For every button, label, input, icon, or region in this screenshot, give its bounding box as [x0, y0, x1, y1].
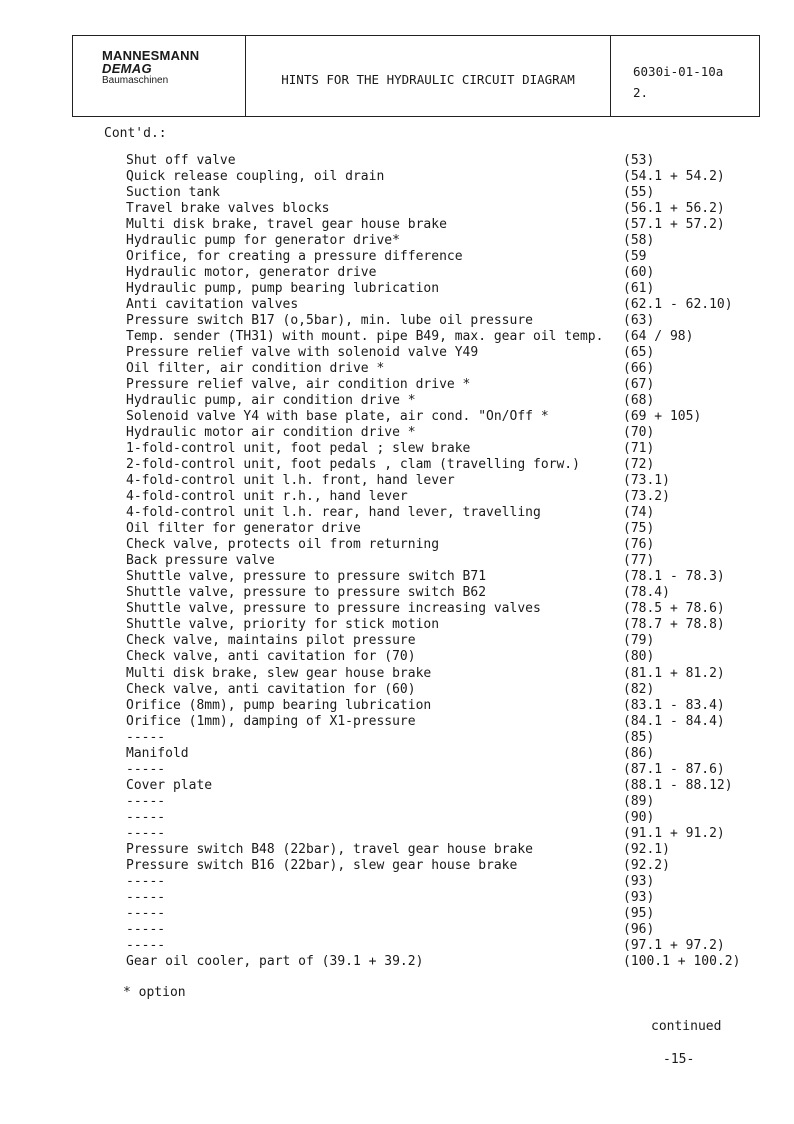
item-description: Check valve, anti cavitation for (60): [126, 681, 416, 697]
item-reference: (82): [623, 681, 655, 697]
item-reference: (70): [623, 425, 655, 441]
item-reference: (93): [623, 873, 655, 889]
item-description: Quick release coupling, oil drain: [126, 169, 385, 185]
item-reference: (53): [623, 153, 655, 168]
item-description: 4-fold-control unit l.h. front, hand lever: [126, 473, 455, 489]
item-description: 4-fold-control unit r.h., hand lever: [126, 489, 408, 505]
list-item: [0, 217, 794, 233]
list-item: [0, 730, 794, 746]
item-reference: (78.4): [623, 585, 670, 601]
brand-subname: DEMAG: [102, 61, 152, 76]
item-reference: (89): [623, 793, 655, 809]
component-list: [0, 153, 794, 970]
item-reference: (61): [623, 281, 655, 297]
item-reference: (55): [623, 185, 655, 201]
item-description: Pressure switch B16 (22bar), slew gear house brake: [126, 857, 518, 873]
list-item: [0, 345, 794, 361]
item-reference: (67): [623, 377, 655, 393]
item-description: Hydraulic motor, generator drive: [126, 265, 377, 281]
item-reference: (92.1): [623, 841, 670, 857]
item-description: Shuttle valve, priority for stick motion: [126, 617, 440, 633]
item-reference: (78.1 - 78.3): [623, 569, 725, 585]
item-description: -----: [126, 889, 166, 905]
item-description: Gear oil cooler, part of (39.1 + 39.2): [126, 953, 424, 969]
list-item: [0, 954, 794, 970]
item-reference: (62.1 - 62.10): [623, 297, 733, 313]
list-item: [0, 601, 794, 617]
list-item: [0, 569, 794, 585]
item-description: Check valve, protects oil from returning: [126, 537, 440, 553]
list-item: [0, 169, 794, 185]
item-reference: (69 + 105): [623, 409, 702, 425]
page-number: -15-: [663, 1052, 695, 1067]
item-description: 2-fold-control unit, foot pedals , clam (travelling forw.): [126, 457, 580, 473]
list-item: [0, 794, 794, 810]
list-item: [0, 489, 794, 505]
item-description: Manifold: [126, 745, 189, 761]
list-item: [0, 938, 794, 954]
page-header: [72, 35, 760, 117]
list-item: [0, 313, 794, 329]
list-item: [0, 457, 794, 473]
item-description: -----: [126, 761, 166, 777]
list-item: [0, 922, 794, 938]
continued-heading: Cont'd.:: [104, 126, 167, 141]
item-reference: (79): [623, 633, 655, 649]
item-reference: (87.1 - 87.6): [623, 761, 725, 777]
list-item: [0, 441, 794, 457]
item-description: Suction tank: [126, 185, 220, 201]
item-description: Multi disk brake, travel gear house brake: [126, 217, 447, 233]
item-reference: (91.1 + 91.2): [623, 825, 725, 841]
item-description: -----: [126, 793, 166, 809]
item-description: -----: [126, 809, 166, 825]
item-description: 4-fold-control unit l.h. rear, hand lever, travelling: [126, 505, 541, 521]
item-reference: (97.1 + 97.2): [623, 937, 725, 953]
item-reference: (64 / 98): [623, 329, 694, 345]
item-description: Shuttle valve, pressure to pressure increasing valves: [126, 601, 541, 617]
item-description: -----: [126, 825, 166, 841]
item-reference: (59: [623, 249, 647, 265]
item-reference: (60): [623, 265, 655, 281]
item-description: Orifice (1mm), damping of X1-pressure: [126, 713, 416, 729]
item-reference: (76): [623, 537, 655, 553]
company-logo: [73, 36, 246, 116]
list-item: [0, 201, 794, 217]
item-description: Orifice (8mm), pump bearing lubrication: [126, 697, 432, 713]
item-description: Temp. sender (TH31) with mount. pipe B49, max. gear oil temp.: [126, 329, 604, 345]
list-item: [0, 778, 794, 794]
item-reference: (95): [623, 905, 655, 921]
item-description: Check valve, anti cavitation for (70): [126, 649, 416, 665]
item-description: Oil filter, air condition drive *: [126, 361, 385, 377]
item-reference: (78.7 + 78.8): [623, 617, 725, 633]
item-description: Shut off valve: [126, 153, 236, 168]
list-item: [0, 714, 794, 730]
list-item: [0, 537, 794, 553]
item-description: Anti cavitation valves: [126, 297, 299, 313]
footnote: * option: [123, 985, 186, 1000]
item-description: Oil filter for generator drive: [126, 521, 361, 537]
item-description: Cover plate: [126, 777, 213, 793]
sheet-number: 2.: [633, 85, 649, 100]
item-reference: (54.1 + 54.2): [623, 169, 725, 185]
list-item: [0, 826, 794, 842]
list-item: [0, 393, 794, 409]
list-item: [0, 746, 794, 762]
item-reference: (57.1 + 57.2): [623, 217, 725, 233]
list-item: [0, 297, 794, 313]
list-item: [0, 265, 794, 281]
list-item: [0, 505, 794, 521]
item-description: -----: [126, 729, 166, 745]
list-item: [0, 858, 794, 874]
item-reference: (56.1 + 56.2): [623, 201, 725, 217]
item-reference: (63): [623, 313, 655, 329]
item-reference: (84.1 - 84.4): [623, 713, 725, 729]
list-item: [0, 698, 794, 714]
list-item: [0, 249, 794, 265]
item-description: -----: [126, 921, 166, 937]
list-item: [0, 377, 794, 393]
list-item: [0, 682, 794, 698]
list-item: [0, 617, 794, 633]
list-item: [0, 409, 794, 425]
item-reference: (68): [623, 393, 655, 409]
item-reference: (96): [623, 921, 655, 937]
item-reference: (100.1 + 100.2): [623, 953, 741, 969]
document-title: HINTS FOR THE HYDRAULIC CIRCUIT DIAGRAM: [246, 36, 611, 116]
continued-label: continued: [651, 1019, 722, 1034]
item-reference: (90): [623, 809, 655, 825]
item-reference: (77): [623, 553, 655, 569]
list-item: [0, 553, 794, 569]
list-item: [0, 874, 794, 890]
item-reference: (73.2): [623, 489, 670, 505]
item-description: Hydraulic pump, pump bearing lubrication: [126, 281, 440, 297]
brand-division: Baumaschinen: [102, 75, 169, 86]
item-description: -----: [126, 873, 166, 889]
item-reference: (58): [623, 233, 655, 249]
item-reference: (81.1 + 81.2): [623, 665, 725, 681]
brand-name: MANNESMANN: [102, 48, 200, 63]
item-description: -----: [126, 937, 166, 953]
item-description: Hydraulic pump, air condition drive *: [126, 393, 416, 409]
item-reference: (72): [623, 457, 655, 473]
item-reference: (85): [623, 729, 655, 745]
item-description: Multi disk brake, slew gear house brake: [126, 665, 432, 681]
item-reference: (73.1): [623, 473, 670, 489]
item-description: Solenoid valve Y4 with base plate, air cond. "On/Off *: [126, 409, 549, 425]
list-item: [0, 810, 794, 826]
list-item: [0, 473, 794, 489]
list-item: [0, 633, 794, 649]
item-description: Pressure relief valve, air condition drive *: [126, 377, 471, 393]
item-reference: (93): [623, 889, 655, 905]
list-item: [0, 762, 794, 778]
list-item: [0, 233, 794, 249]
list-item: [0, 906, 794, 922]
item-description: Check valve, maintains pilot pressure: [126, 633, 416, 649]
list-item: [0, 585, 794, 601]
item-reference: (86): [623, 745, 655, 761]
list-item: [0, 649, 794, 665]
item-reference: (80): [623, 649, 655, 665]
item-reference: (71): [623, 441, 655, 457]
item-description: Hydraulic motor air condition drive *: [126, 425, 416, 441]
item-description: Pressure switch B17 (o,5bar), min. lube oil pressure: [126, 313, 533, 329]
item-reference: (75): [623, 521, 655, 537]
list-item: [0, 521, 794, 537]
item-description: Pressure relief valve with solenoid valve Y49: [126, 345, 479, 361]
item-description: Shuttle valve, pressure to pressure switch B62: [126, 585, 487, 601]
document-code: 6030i-01-10a: [633, 64, 724, 79]
list-item: [0, 842, 794, 858]
list-item: [0, 666, 794, 682]
list-item: [0, 153, 794, 169]
item-description: Shuttle valve, pressure to pressure switch B71: [126, 569, 487, 585]
item-description: Pressure switch B48 (22bar), travel gear house brake: [126, 841, 533, 857]
list-item: [0, 281, 794, 297]
list-item: [0, 890, 794, 906]
item-description: Orifice, for creating a pressure difference: [126, 249, 463, 265]
list-item: [0, 361, 794, 377]
item-reference: (65): [623, 345, 655, 361]
item-reference: (78.5 + 78.6): [623, 601, 725, 617]
item-reference: (74): [623, 505, 655, 521]
list-item: [0, 329, 794, 345]
item-description: -----: [126, 905, 166, 921]
item-description: Back pressure valve: [126, 553, 275, 569]
document-code-cell: [611, 36, 759, 116]
item-description: Travel brake valves blocks: [126, 201, 330, 217]
item-description: Hydraulic pump for generator drive*: [126, 233, 400, 249]
item-description: 1-fold-control unit, foot pedal ; slew brake: [126, 441, 471, 457]
item-reference: (83.1 - 83.4): [623, 697, 725, 713]
list-item: [0, 425, 794, 441]
list-item: [0, 185, 794, 201]
item-reference: (92.2): [623, 857, 670, 873]
item-reference: (66): [623, 361, 655, 377]
item-reference: (88.1 - 88.12): [623, 777, 733, 793]
